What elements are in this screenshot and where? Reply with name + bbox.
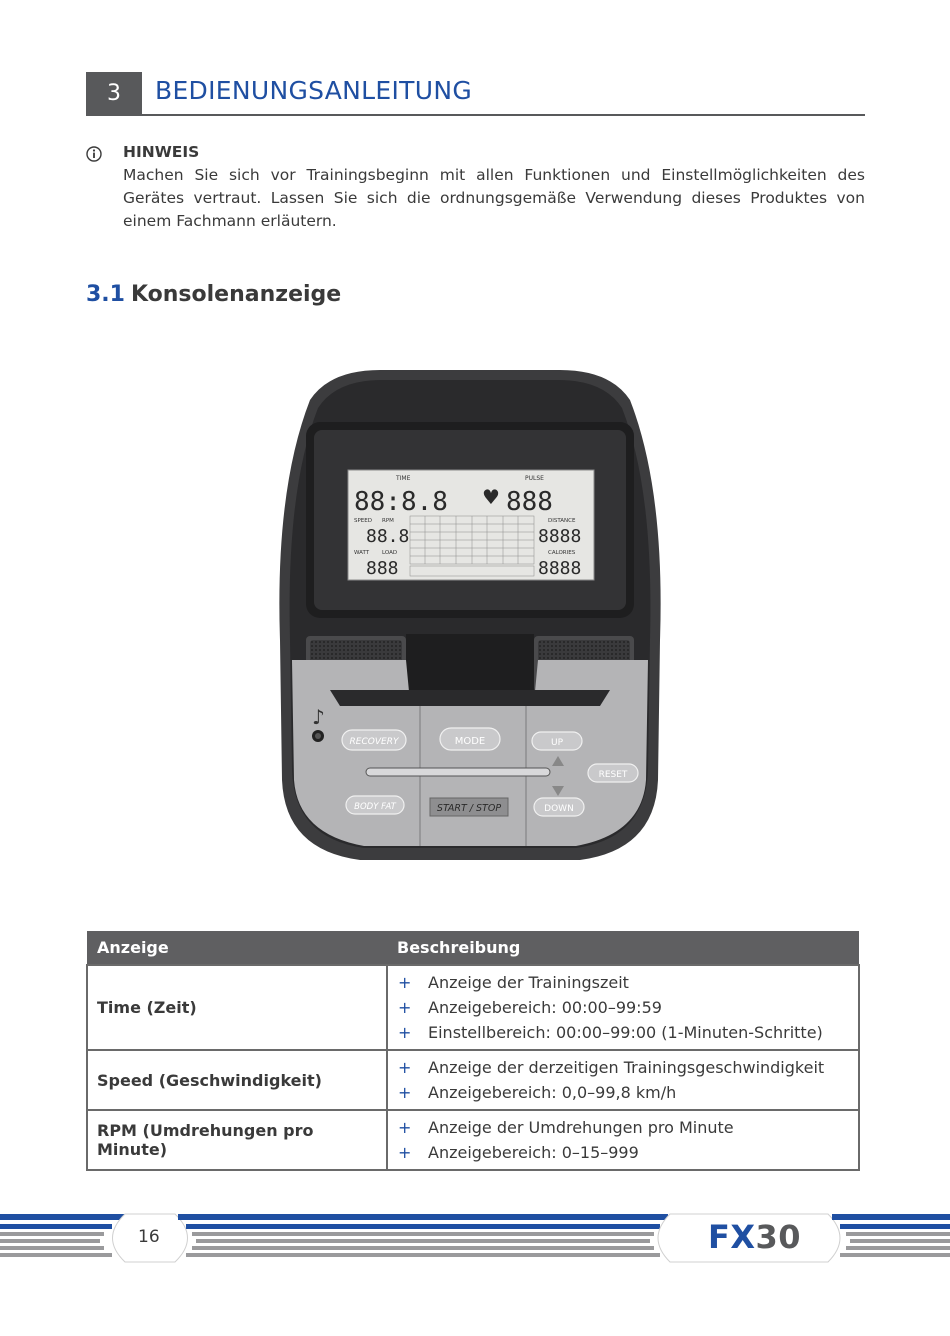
list-item: + Anzeige der Umdrehungen pro Minute — [398, 1115, 848, 1140]
lcd-label-pulse: PULSE — [525, 475, 544, 482]
reset-button[interactable] — [588, 764, 638, 782]
note-title: HINWEIS — [123, 143, 200, 161]
svg-text:MODE: MODE — [454, 736, 486, 747]
chapter-title: BEDIENUNGSANLEITUNG — [155, 76, 473, 105]
list-item: + Einstellbereich: 00:00–99:00 (1-Minuten-Schritte) — [398, 1020, 848, 1045]
list-item: + Anzeigebereich: 0–15–999 — [398, 1140, 848, 1165]
plus-icon: + — [398, 998, 412, 1017]
plus-icon: + — [398, 1083, 412, 1102]
body-fat-button[interactable] — [346, 796, 404, 814]
table-header-description: Beschreibung — [387, 931, 859, 965]
plus-icon: + — [398, 1023, 412, 1042]
table-row — [87, 1110, 859, 1170]
row-label: RPM (Umdrehungen pro Minute) — [87, 1110, 387, 1170]
svg-text:DOWN: DOWN — [544, 804, 574, 814]
lcd-time-digits: 88:8.8 — [354, 487, 448, 517]
lcd-label-time: TIME — [396, 475, 411, 482]
svg-text:RECOVERY: RECOVERY — [349, 737, 399, 747]
svg-text:START / STOP: START / STOP — [436, 803, 502, 814]
down-button[interactable] — [534, 798, 584, 816]
page-number: 16 — [138, 1227, 160, 1247]
start-stop-button[interactable] — [430, 798, 508, 816]
list-item: + Anzeigebereich: 00:00–99:59 — [398, 995, 848, 1020]
lcd-label-distance: DISTANCE — [548, 518, 576, 524]
row-label: Time (Zeit) — [87, 965, 387, 1050]
table-header-display: Anzeige — [87, 931, 387, 965]
lcd-label-load: LOAD — [382, 550, 398, 556]
mode-button[interactable] — [440, 728, 500, 750]
chapter-number: 3 — [86, 72, 142, 116]
plus-icon: + — [398, 1143, 412, 1162]
heart-icon: ♥ — [482, 485, 500, 509]
row-items — [387, 1110, 859, 1170]
plus-icon: + — [398, 973, 412, 992]
section-number: 3.1 — [86, 282, 125, 307]
lcd-watt-digits: 888 — [366, 558, 399, 579]
info-icon — [86, 146, 102, 162]
chapter-divider — [86, 114, 865, 116]
lcd-speed-digits: 88.8 — [366, 526, 410, 547]
slider-strip — [366, 768, 550, 776]
brand-logo: FX30 — [708, 1218, 802, 1256]
section-title-text: Konsolenanzeige — [130, 282, 342, 307]
console-image — [270, 360, 670, 870]
lcd-calories-digits: 8888 — [538, 558, 582, 579]
list-item: + Anzeige der derzeitigen Trainingsgeschwindigkeit — [398, 1055, 848, 1080]
recovery-button[interactable] — [342, 730, 406, 750]
svg-text:UP: UP — [550, 738, 564, 748]
plus-icon: + — [398, 1058, 412, 1077]
table-row — [87, 1050, 859, 1110]
list-item: + Anzeigebereich: 0,0–99,8 km/h — [398, 1080, 848, 1105]
table-row — [87, 965, 859, 1050]
note-text: Machen Sie sich vor Trainingsbeginn mit allen Funktionen und Einstellmöglichkeiten des Gerätes vertraut. Lassen Sie sich die ordnungsgemäße Verwendung dieses Produktes von einem Fachmann erläutern. — [123, 166, 865, 230]
svg-text:RESET: RESET — [598, 770, 628, 780]
description-table — [86, 931, 860, 1171]
row-items — [387, 965, 859, 1050]
plus-icon: + — [398, 1118, 412, 1137]
svg-text:BODY FAT: BODY FAT — [354, 802, 396, 812]
lcd-label-rpm: RPM — [382, 518, 394, 524]
row-items — [387, 1050, 859, 1110]
lcd-pulse-digits: 888 — [506, 487, 553, 517]
up-button[interactable] — [532, 732, 582, 750]
list-item: + Anzeige der Trainingszeit — [398, 970, 848, 995]
lcd-label-calories: CALORIES — [548, 550, 576, 556]
lcd-label-watt: WATT — [354, 550, 370, 556]
lcd-distance-digits: 8888 — [538, 526, 582, 547]
section-title — [86, 282, 341, 307]
music-note-icon: ♪ — [312, 705, 325, 729]
row-label: Speed (Geschwindigkeit) — [87, 1050, 387, 1110]
lcd-label-speed: SPEED — [354, 518, 372, 524]
